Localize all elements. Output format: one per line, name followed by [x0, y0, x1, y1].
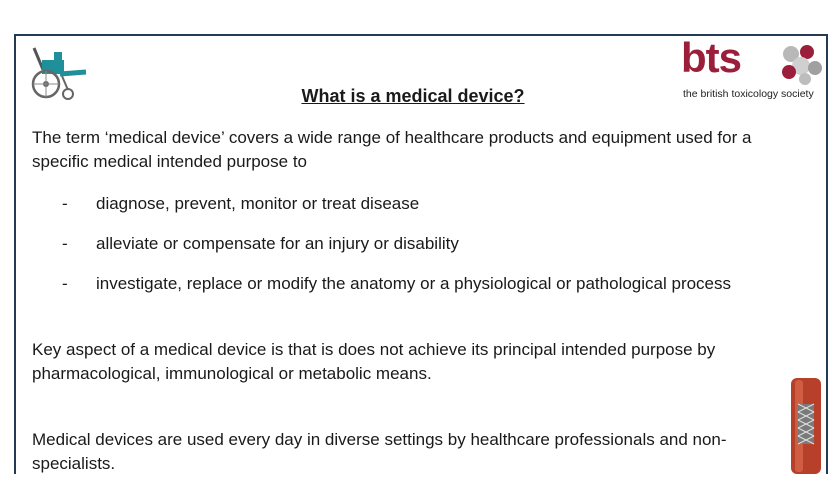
stent-icon: [789, 376, 823, 474]
bullet-item: [62, 232, 762, 256]
usage-paragraph: Medical devices are used every day in diverse settings by healthcare professionals and non-specialists.: [32, 430, 727, 473]
bullet-dash: -: [62, 234, 68, 253]
molecule-icon: [777, 42, 823, 86]
bullet-item: [62, 192, 762, 216]
bullet-text: alleviate or compensate for an injury or disability: [96, 234, 459, 253]
page-title: What is a medical device?: [301, 86, 525, 106]
slide: [14, 34, 828, 474]
key-aspect-paragraph: Key aspect of a medical device is that is does not achieve its principal intended purpose by pharmacological, immunological or metabolic means.: [32, 340, 716, 383]
bullet-dash: -: [62, 274, 68, 293]
bullet-text: investigate, replace or modify the anatomy or a physiological or pathological process: [96, 274, 732, 293]
bullet-dash: -: [62, 194, 68, 213]
logo-wordmark: bts: [681, 34, 741, 81]
logo-caption: the british toxicology society: [683, 88, 814, 100]
bullet-item: [62, 272, 762, 296]
intro-paragraph: The term ‘medical device’ covers a wide range of healthcare products and equipment used for a specific medical intended purpose to: [32, 128, 752, 171]
bullet-text: diagnose, prevent, monitor or treat disease: [96, 194, 420, 213]
